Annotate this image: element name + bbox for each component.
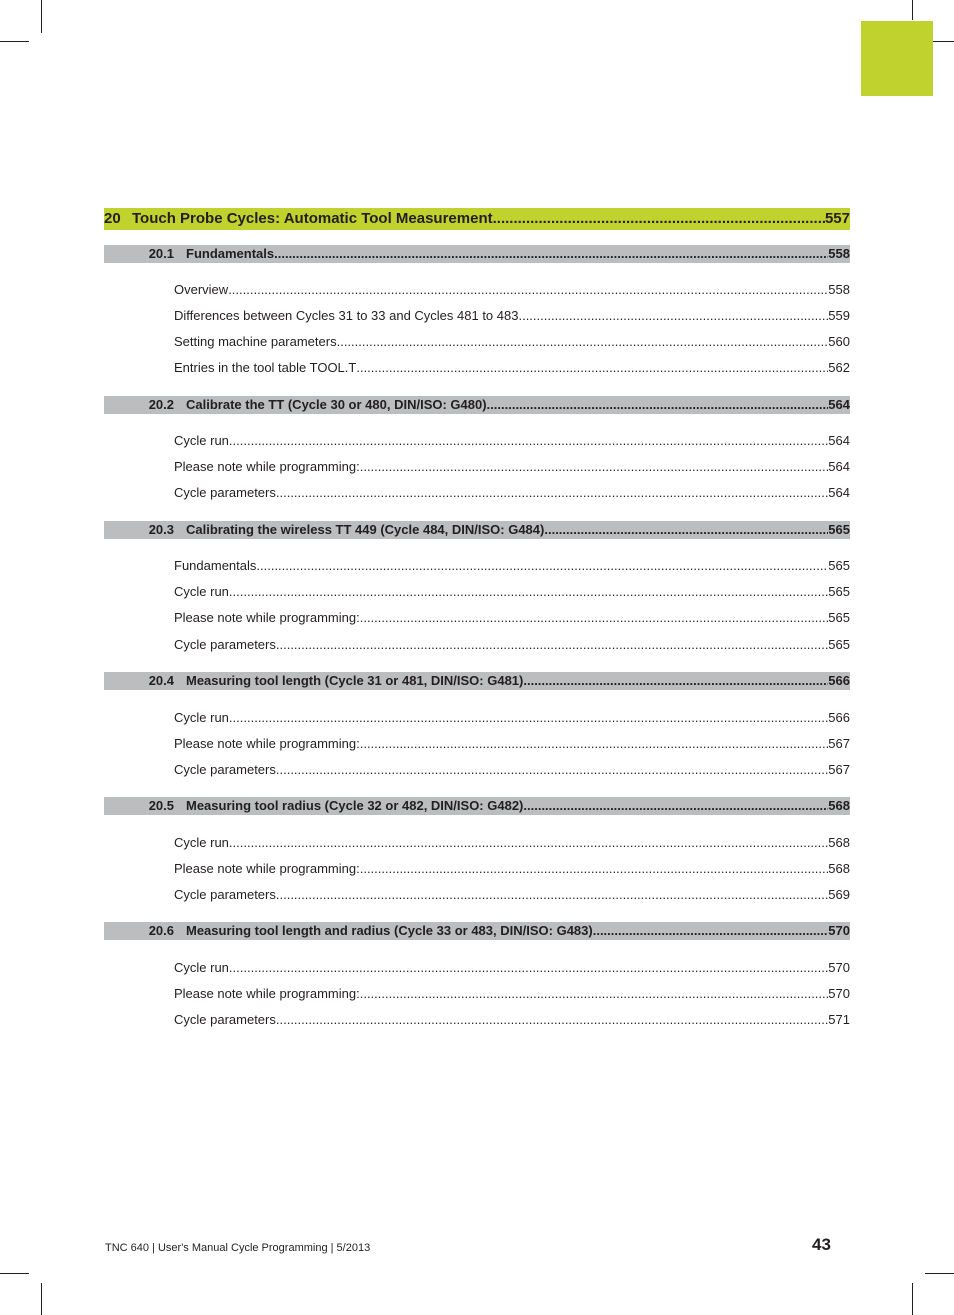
leader-dots [229,960,828,975]
leader-dots [276,637,828,652]
toc-entry[interactable] [104,762,850,777]
leader-dots [360,610,829,625]
toc-entry[interactable] [104,459,850,474]
entry-page: 564 [828,433,850,448]
entry-title: Cycle run [174,960,229,975]
leader-dots [356,360,828,375]
section-number: 20.1 [148,246,174,261]
section-page: 570 [828,923,850,938]
toc-entry[interactable] [104,360,850,375]
toc-entry[interactable] [104,835,850,850]
toc-entry[interactable] [104,986,850,1001]
leader-dots [276,887,828,902]
leader-dots [493,210,825,227]
entry-page: 560 [828,334,850,349]
section-number: 20.5 [148,798,174,813]
entry-page: 570 [828,986,850,1001]
entry-title: Cycle run [174,584,229,599]
leader-dots [228,282,828,297]
section-page: 566 [828,673,850,688]
leader-dots [487,397,829,412]
leader-dots [518,308,828,323]
chapter-tab [861,21,933,96]
entry-page: 562 [828,360,850,375]
toc-section[interactable] [104,797,850,815]
toc-section[interactable] [104,245,850,263]
chapter-title: Touch Probe Cycles: Automatic Tool Measurement [132,210,493,227]
leader-dots [256,558,828,573]
crop-mark [41,1283,42,1315]
leader-dots [360,459,829,474]
leader-dots [229,584,828,599]
section-number: 20.4 [148,673,174,688]
toc-chapter[interactable] [104,208,850,230]
chapter-page: 557 [824,210,850,227]
entry-page: 565 [828,637,850,652]
toc-entry[interactable] [104,308,850,323]
entry-page: 558 [828,282,850,297]
entry-page: 569 [828,887,850,902]
toc-entry[interactable] [104,334,850,349]
toc-entry[interactable] [104,710,850,725]
section-page: 565 [828,522,850,537]
entry-page: 564 [828,459,850,474]
entry-title: Cycle parameters [174,637,276,652]
entry-title: Overview [174,282,229,297]
entry-title: Please note while programming: [174,736,360,751]
crop-mark [925,1273,954,1274]
leader-dots [360,986,829,1001]
entry-page: 565 [828,558,850,573]
section-title: Measuring tool length (Cycle 31 or 481, DIN/ISO: G481) [186,673,524,688]
entry-title: Cycle run [174,835,229,850]
section-title: Measuring tool radius (Cycle 32 or 482, DIN/ISO: G482) [186,798,524,813]
toc-entry[interactable] [104,282,850,297]
entry-title: Differences between Cycles 31 to 33 and Cycles 481 to 483 [174,308,519,323]
footer-text: TNC 640 | User's Manual Cycle Programming | 5/2013 [105,1242,371,1254]
toc-entry[interactable] [104,736,850,751]
crop-mark [0,41,29,42]
entry-page: 567 [828,762,850,777]
crop-mark [0,1273,29,1274]
leader-dots [229,433,828,448]
entry-title: Cycle run [174,433,229,448]
entry-title: Entries in the tool table TOOL.T [174,360,357,375]
entry-page: 564 [828,485,850,500]
section-page: 568 [828,798,850,813]
entry-title: Cycle run [174,710,229,725]
leader-dots [337,334,829,349]
leader-dots [544,522,828,537]
toc-entry[interactable] [104,960,850,975]
section-number: 20.2 [148,397,174,412]
entry-title: Cycle parameters [174,485,276,500]
leader-dots [523,673,828,688]
leader-dots [274,246,828,261]
toc-section[interactable] [104,672,850,690]
leader-dots [276,1012,828,1027]
section-number: 20.6 [148,923,174,938]
leader-dots [360,736,829,751]
entry-title: Please note while programming: [174,986,360,1001]
section-page: 564 [828,397,850,412]
toc-section[interactable] [104,521,850,539]
section-title: Measuring tool length and radius (Cycle 33 or 483, DIN/ISO: G483) [186,923,593,938]
leader-dots [229,835,828,850]
leader-dots [360,861,829,876]
entry-title: Setting machine parameters [174,334,337,349]
toc-entry[interactable] [104,485,850,500]
leader-dots [593,923,829,938]
entry-title: Cycle parameters [174,762,276,777]
toc-entry[interactable] [104,558,850,573]
crop-mark [912,0,913,20]
toc-entry[interactable] [104,433,850,448]
entry-page: 570 [828,960,850,975]
toc-entry[interactable] [104,610,850,625]
entry-page: 565 [828,584,850,599]
entry-title: Please note while programming: [174,610,360,625]
toc-entry[interactable] [104,887,850,902]
section-title: Calibrating the wireless TT 449 (Cycle 484, DIN/ISO: G484) [186,522,545,537]
toc-section[interactable] [104,922,850,940]
toc-entry[interactable] [104,637,850,652]
toc-entry[interactable] [104,861,850,876]
crop-mark [912,1283,913,1315]
entry-page: 568 [828,835,850,850]
entry-title: Cycle parameters [174,887,276,902]
section-page: 558 [828,246,850,261]
crop-mark [41,0,42,33]
page-number: 43 [812,1235,831,1254]
leader-dots [276,485,828,500]
toc-entry[interactable] [104,584,850,599]
toc-section[interactable] [104,396,850,414]
entry-title: Please note while programming: [174,459,360,474]
section-title: Fundamentals [186,246,275,261]
chapter-number: 20 [104,210,121,227]
entry-page: 567 [828,736,850,751]
leader-dots [523,798,828,813]
entry-title: Fundamentals [174,558,257,573]
leader-dots [276,762,828,777]
section-title: Calibrate the TT (Cycle 30 or 480, DIN/ISO: G480) [186,397,487,412]
entry-page: 568 [828,861,850,876]
section-number: 20.3 [148,522,174,537]
toc-entry[interactable] [104,1012,850,1027]
entry-page: 571 [828,1012,850,1027]
entry-page: 559 [828,308,850,323]
entry-page: 565 [828,610,850,625]
leader-dots [229,710,828,725]
entry-title: Please note while programming: [174,861,360,876]
entry-title: Cycle parameters [174,1012,276,1027]
entry-page: 566 [828,710,850,725]
